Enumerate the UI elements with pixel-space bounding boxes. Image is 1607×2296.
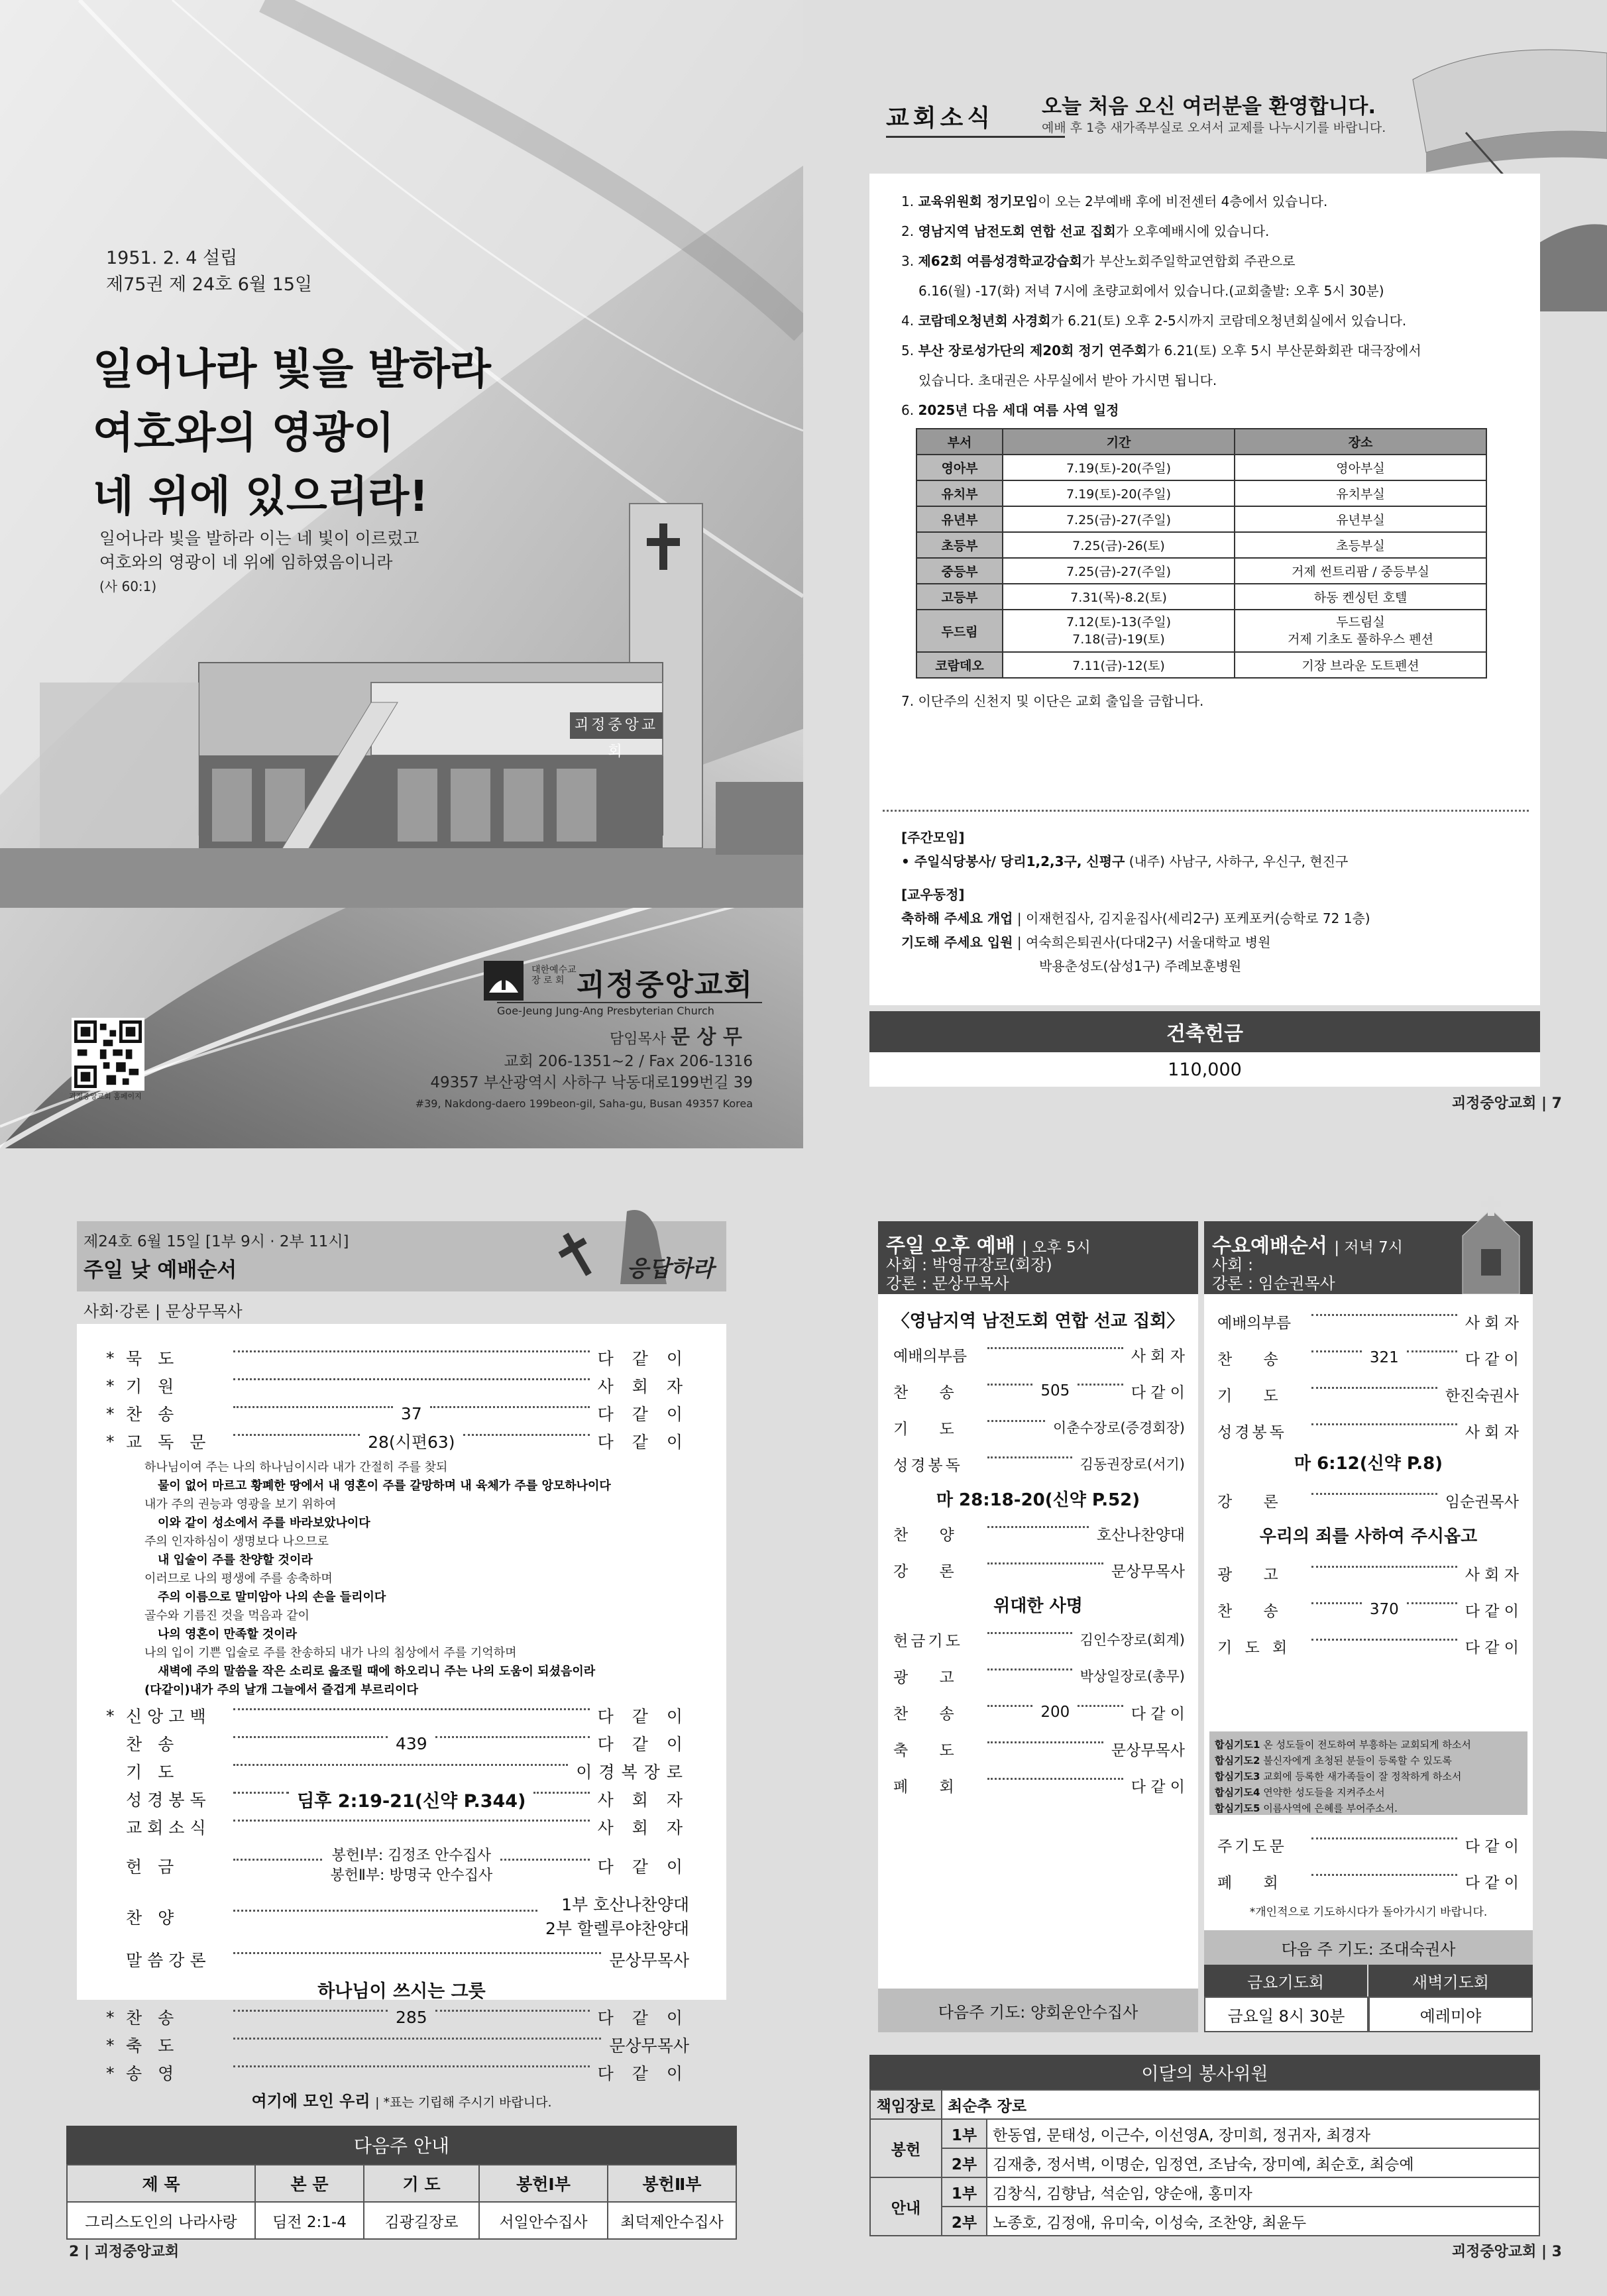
- member-news: 박용춘성도(삼성1구) 주례보훈병원: [1039, 958, 1242, 974]
- afternoon-title: 주일 오후 예배 | 오후 5시: [886, 1234, 1091, 1258]
- order-item: 찬 송 505 다 같 이: [893, 1382, 1185, 1401]
- stamp-text: 응답하라: [627, 1256, 714, 1282]
- qr-code-icon[interactable]: [72, 1018, 144, 1091]
- news-item: 있습니다. 초대권은 사무실에서 받아 가시면 됩니다.: [918, 372, 1217, 388]
- order-item: * 축 도 문상무목사: [106, 2035, 689, 2055]
- wednesday-scripture: 마 6:12(신약 P.8): [1294, 1454, 1443, 1474]
- reading-line: 하나님이여 주는 나의 하나님이시라 내가 간절히 주를 찾되: [144, 1460, 448, 1474]
- responsive-reading: [144, 1458, 701, 1700]
- order-item: * 신앙고백 다 같 이: [106, 1706, 689, 1726]
- wednesday-title: 수요예배순서 | 저녁 7시: [1212, 1234, 1404, 1258]
- news-title-underline: [886, 136, 1065, 138]
- friday-prayer-value: 금요일 8시 30분: [1204, 1996, 1368, 2032]
- choir-item: 찬 양 1부 호산나찬양대 2부 할렐루야찬양대: [126, 1895, 689, 1938]
- afternoon-sermon: 위대한 사명: [993, 1596, 1083, 1616]
- reading-line: 나의 영혼이 만족할 것이라: [158, 1627, 298, 1641]
- order-item: 찬 송 370 다 같 이: [1217, 1601, 1519, 1620]
- worship-leader: 사회·강론 | 문상무목사: [83, 1302, 243, 1321]
- servants-table: [869, 2089, 1540, 2236]
- news-item: 5. 부산 장로성가단의 제20회 정기 연주회가 6.21(토) 오후 5시 부산문화회관 대극장에서: [901, 343, 1421, 358]
- welcome-message: 오늘 처음 오신 여러분을 환영합니다.: [1042, 95, 1376, 119]
- table-row: 2부 노종호, 김정애, 유미숙, 이성숙, 조찬양, 최윤두: [870, 2207, 1539, 2236]
- table-row: 두드림 7.12(토)-13(주일) 7.18(금)-19(토) 두드림실 거제 기초도 풀하우스 펜션: [916, 610, 1486, 652]
- order-item: 주기도문 다 같 이: [1217, 1837, 1519, 1855]
- reading-line: (다같이)내가 주의 날개 그늘에서 즐겁게 부르리이다: [144, 1683, 418, 1697]
- worship-title: 주일 낮 예배순서: [83, 1258, 237, 1282]
- member-news: 기도해 주세요 입원 | 여숙희은퇴권사(다대2구) 서울대학교 병원: [901, 934, 1271, 950]
- unison-prayers: [1209, 1731, 1527, 1815]
- news-item: 1. 교육위원회 정기모임이 오는 2부예배 후에 비전센터 4층에서 있습니다.: [901, 193, 1328, 209]
- founded-date: 1951. 2. 4 설립: [106, 248, 238, 268]
- order-item: 축 도 문상무목사: [893, 1741, 1185, 1759]
- order-item: * 찬 송 285 다 같 이: [106, 2007, 690, 2028]
- headline-line-3: 네 위에 있으리라!: [93, 472, 429, 521]
- news-item: 4. 코람데오청년회 사경회가 6.21(토) 오후 2-5시까지 코람데오청년회실에서 있습니다.: [901, 313, 1407, 329]
- order-item: * 묵 도 다 같 이: [106, 1348, 689, 1368]
- table-row: 중등부 7.25(금)-27(주일) 거제 썬트리팜 / 중등부실: [916, 558, 1486, 584]
- dawn-prayer-value: 예레미야: [1368, 1996, 1533, 2032]
- prayer-meetings: [1204, 1965, 1533, 2032]
- next-week-table: [66, 2164, 737, 2240]
- denomination: 대한예수교 장 로 회: [531, 965, 577, 986]
- news-item: 6.16(월) -17(화) 저녁 7시에 초량교회에서 있습니다.(교회출발: 오후 5시 30분): [918, 283, 1384, 299]
- building-fund-label: 건축헌금: [869, 1011, 1540, 1052]
- friday-prayer-label: 금요기도회: [1204, 1965, 1368, 1996]
- wednesday-sermon: 우리의 죄를 사하여 주시옵고: [1259, 1527, 1478, 1547]
- program-info: 제24호 6월 15일 [1부 9시 · 2부 11시]: [83, 1233, 349, 1250]
- order-item: * 찬 송 37 다 같 이: [106, 1403, 690, 1424]
- reading-line: 물이 없어 마르고 황폐한 땅에서 내 영혼이 주를 갈망하며 내 육체가 주를 앙모하나이다: [158, 1479, 611, 1493]
- order-item: * 송 영 다 같 이: [106, 2063, 689, 2083]
- order-item: 예배의부름 사 회 자: [1217, 1314, 1519, 1332]
- order-item: * 교 독 문 28(시편63) 다 같 이: [106, 1431, 690, 1452]
- verse-reference: (사 60:1): [99, 578, 157, 594]
- offering-item: 헌 금 봉헌Ⅰ부: 김정조 안수집사 봉헌Ⅱ부: 방명국 안수집사 다 같 이: [126, 1847, 690, 1884]
- order-item: 찬 송 200 다 같 이: [893, 1704, 1185, 1723]
- weekly-section: [901, 826, 1518, 978]
- issue-info: [106, 245, 312, 298]
- table-row: 2부 김재충, 정서벽, 이명순, 임정연, 조남숙, 장미예, 최순호, 최승예: [870, 2148, 1539, 2177]
- reading-line: 주의 인자하심이 생명보다 나으므로: [144, 1535, 329, 1549]
- order-item: 기 도 이경복장로: [126, 1763, 689, 1782]
- reading-line: 내가 주의 권능과 영광을 보기 위하여: [144, 1498, 337, 1511]
- order-item: 폐 회 다 같 이: [893, 1778, 1185, 1796]
- table-row: 봉헌 1부 한동엽, 문태성, 이근수, 이선영A, 장미희, 정귀자, 최경자: [870, 2119, 1539, 2148]
- prayer-item: 합심기도5 이름사역에 은혜를 부어주소서.: [1215, 1802, 1398, 1814]
- news-item: 6. 2025년 다음 세대 여름 사역 일정: [901, 402, 1119, 418]
- pastor-name: 문 상 무: [671, 1026, 742, 1049]
- order-item: 성경봉독 사 회 자: [1217, 1423, 1519, 1441]
- gathered-title: 여기에 모인 우리: [251, 2092, 370, 2110]
- verse-line-2: 여호와의 영광이 네 위에 임하였음이니라: [99, 553, 393, 572]
- table-row: 안내 1부 김창식, 김향남, 석순임, 양순애, 홍미자: [870, 2177, 1539, 2207]
- order-item: 성경봉독 딤후 2:19-21(신약 P.344) 사 회 자: [126, 1790, 689, 1812]
- member-news: 축하해 주세요 개업 | 이재헌집사, 김지윤집사(세리2구) 포케포커(승학로 72 1층): [901, 910, 1370, 926]
- building-sign: 괴정중앙교회: [570, 712, 663, 739]
- weekly-title: [주간모임]: [901, 830, 965, 846]
- headline-line-2: 여호와의 영광이: [93, 409, 395, 458]
- page-footer: 괴정중앙교회 | 7: [1451, 1095, 1562, 1112]
- reading-line: 나의 입이 기쁜 입술로 주를 찬송하되 내가 나의 침상에서 주를 기억하며: [144, 1646, 517, 1660]
- afternoon-scripture: 마 28:18-20(신약 P.52): [936, 1490, 1140, 1510]
- church-logo: [484, 961, 762, 1020]
- worship-header: [77, 1221, 726, 1291]
- reading-line: 주의 이름으로 말미암아 나의 손을 들리이다: [158, 1590, 386, 1604]
- order-item: 찬 양 호산나찬양대: [893, 1526, 1185, 1544]
- address: 49357 부산광역시 사하구 낙동대로199번길 39: [430, 1074, 753, 1091]
- order-item: 성경봉독 김동권장로(서기): [893, 1456, 1185, 1474]
- table-row: 고등부 7.31(목)-8.2(토) 하동 켄싱턴 호텔: [916, 584, 1486, 610]
- reading-line: 새벽에 주의 말씀을 작은 소리로 읊조릴 때에 하오리니 주는 나의 도움이 되셨음이라: [158, 1665, 596, 1678]
- table-header-row: 제 목 본 문 기 도 봉헌Ⅰ부 봉헌Ⅱ부: [67, 2165, 736, 2202]
- prayer-item: 합심기도2 불신자에게 초청된 분들이 등록할 수 있도록: [1215, 1755, 1452, 1767]
- table-row: 책임장로 최순추 장로: [870, 2090, 1539, 2119]
- order-item: 찬 송 439 다 같 이: [126, 1733, 690, 1754]
- church-name-en: Goe-Jeung Jung-Ang Presbyterian Church: [497, 1002, 762, 1017]
- header-cell: 장소: [1235, 429, 1486, 455]
- news-panel: [803, 0, 1607, 1148]
- worship-panel: [0, 1148, 803, 2296]
- dawn-prayer-label: 새벽기도회: [1368, 1965, 1533, 1996]
- divider: [883, 810, 1529, 812]
- header-cell: 기간: [1003, 429, 1235, 455]
- weekly-line: • 주일식당봉사/ 당리1,2,3구, 신평구 (내주) 사남구, 사하구, 우신구, 현진구: [901, 853, 1349, 869]
- verse-line-1: 일어나라 빛을 발하라 이는 네 빛이 이르렀고: [99, 529, 419, 548]
- afternoon-leaders: 사회 : 박영규장로(회장) 강론 : 문상무목사: [886, 1256, 1052, 1293]
- gathered-line: [77, 2088, 726, 2111]
- header-cell: 부서: [916, 429, 1003, 455]
- church-tower-icon: [1449, 1196, 1533, 1294]
- contact-info: [416, 1051, 753, 1115]
- order-item: 말씀강론 문상무목사: [126, 1951, 689, 1970]
- order-item: 예배의부름 사 회 자: [893, 1347, 1185, 1365]
- news-list: [901, 187, 1498, 425]
- servants-title: 이달의 봉사위원: [869, 2055, 1540, 2089]
- news-item: 2. 영남지역 남전도회 연합 선교 집회가 오후예배시에 있습니다.: [901, 223, 1270, 239]
- summer-ministry-table: [916, 428, 1487, 679]
- afternoon-header: [878, 1221, 1198, 1294]
- table-row: 그리스도인의 나라사랑 딤전 2:1-4 김광길장로 서일안수집사 최덕제안수집사: [67, 2202, 736, 2239]
- table-row: 유치부 7.19(토)-20(주일) 유치부실: [916, 480, 1486, 506]
- issue-number: 제75권 제 24호 6월 15일: [106, 274, 313, 295]
- news-item: 3. 제62회 여름성경학교강습회가 부산노회주일학교연합회 주관으로: [901, 253, 1296, 269]
- address-en: #39, Nakdong-daero 199beon-gil, Saha-gu, Busan 49357 Korea: [415, 1097, 753, 1110]
- page-footer: 괴정중앙교회 | 3: [1451, 2244, 1562, 2260]
- order-item: 헌금기도 김인수장로(회계): [893, 1632, 1185, 1650]
- page-footer: 2 | 괴정중앙교회: [69, 2244, 180, 2260]
- building-fund-value: 110,000: [869, 1052, 1540, 1087]
- senior-pastor: [610, 1020, 742, 1050]
- reading-line: 골수와 기름진 것을 먹음과 같이: [144, 1609, 309, 1623]
- wednesday-leaders: 사회 : 강론 : 임순권목사: [1212, 1256, 1335, 1293]
- church-emblem-icon: [484, 961, 524, 1001]
- cover-panel: [0, 0, 803, 1148]
- prayer-item: 합심기도4 연약한 성도들을 지켜주소서: [1215, 1786, 1385, 1798]
- next-week-label: 다음주 안내: [66, 2126, 737, 2164]
- wednesday-header: [1204, 1221, 1533, 1294]
- reading-line: 이와 같이 성소에서 주를 바라보았나이다: [158, 1516, 370, 1530]
- order-item: 강 론 임순권목사: [1217, 1493, 1519, 1511]
- table-row: 초등부 7.25(금)-26(토) 초등부실: [916, 532, 1486, 558]
- table-row: 유년부 7.25(금)-27(주일) 유년부실: [916, 506, 1486, 532]
- order-item: 기 도 한진숙권사: [1217, 1387, 1519, 1405]
- personal-prayer-note: *개인적으로 기도하시다가 돌아가시기 바랍니다.: [1249, 1906, 1488, 1919]
- standing-note: | *표는 기립해 주시기 바랍니다.: [375, 2095, 552, 2110]
- afternoon-next-prayer: 다음주 기도: 양회운안수집사: [878, 1989, 1198, 2032]
- reading-line: 내 입술이 주를 찬양할 것이라: [158, 1553, 313, 1567]
- order-item: 강 론 문상무목사: [893, 1562, 1185, 1580]
- prayer-item: 합심기도1 온 성도들이 전도하여 부흥하는 교회되게 하소서: [1215, 1739, 1471, 1751]
- order-item: 기 도 회 다 같 이: [1217, 1639, 1519, 1657]
- table-row: 코람데오 7.11(금)-12(토) 기장 브라운 도트펜션: [916, 652, 1486, 678]
- order-item: 교회소식 사 회 자: [126, 1818, 689, 1837]
- welcome-subtext: 예배 후 1층 새가족부실로 오셔서 교제를 나누시기를 바랍니다.: [1042, 121, 1386, 135]
- afternoon-panel: [803, 1148, 1607, 2296]
- table-header-row: [916, 429, 1486, 455]
- cover-verse: [99, 527, 419, 598]
- order-item: 광 고 박상일장로(총무): [893, 1668, 1185, 1686]
- event-title: 〈영남지역 남전도회 연합 선교 집회〉: [892, 1311, 1184, 1331]
- phone: 교회 206-1351~2 / Fax 206-1316: [504, 1053, 753, 1070]
- news-title: 교회소식: [886, 105, 995, 132]
- order-item: 광 고 사 회 자: [1217, 1566, 1519, 1584]
- order-item: 기 도 이춘수장로(증경회장): [893, 1420, 1185, 1438]
- reading-line: 이러므로 나의 평생에 주를 송축하며: [144, 1572, 333, 1586]
- qr-label: 괴정중앙교회 홈페이지: [69, 1092, 142, 1101]
- news-item-7: 7. 이단주의 신천지 및 이단은 교회 출입을 금합니다.: [901, 693, 1204, 709]
- cover-headline: [93, 338, 491, 529]
- table-row: 영아부 7.19(토)-20(주일) 영아부실: [916, 455, 1486, 480]
- order-item: 폐 회 다 같 이: [1217, 1874, 1519, 1892]
- order-item: * 기 원 사 회 자: [106, 1376, 689, 1396]
- prayer-item: 합심기도3 교회에 등록한 새가족들이 잘 정착하게 하소서: [1215, 1771, 1462, 1782]
- pastor-label: 담임목사: [610, 1031, 667, 1048]
- wednesday-next-prayer: 다음 주 기도: 조대숙권사: [1204, 1930, 1533, 1965]
- church-name: 괴정중앙교회: [577, 968, 754, 1002]
- order-item: 찬 송 321 다 같 이: [1217, 1349, 1519, 1368]
- sermon-title: 하나님이 쓰시는 그릇: [317, 1981, 486, 2002]
- headline-line-1: 일어나라 빛을 발하라: [93, 345, 491, 394]
- members-title: [교우동정]: [901, 887, 965, 902]
